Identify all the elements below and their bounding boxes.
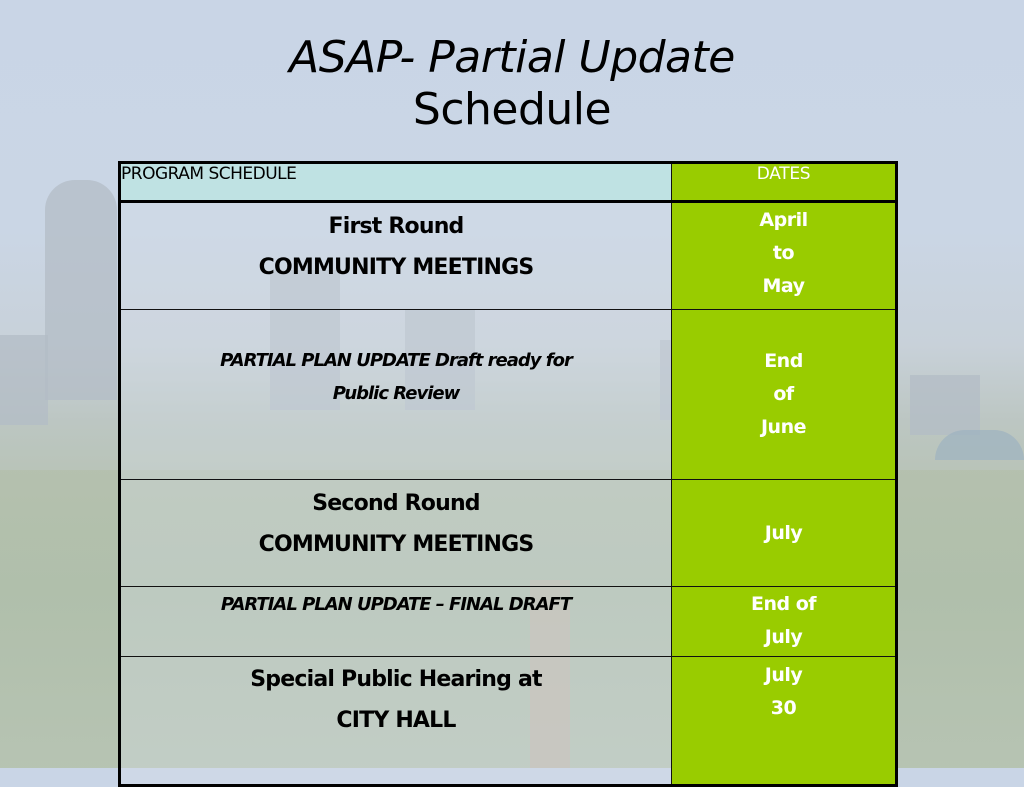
building-shape	[0, 335, 48, 425]
program-text: COMMUNITY MEETINGS	[258, 255, 534, 280]
date-text: May	[762, 275, 805, 297]
table-row	[120, 202, 897, 310]
date-cell	[672, 587, 897, 657]
tower-shape	[45, 180, 117, 400]
date-cell	[672, 202, 897, 310]
header-program-schedule: PROGRAM SCHEDULE	[120, 163, 672, 202]
date-text: July	[764, 626, 803, 648]
date-cell	[672, 310, 897, 480]
dome-shape	[935, 430, 1024, 460]
date-cell	[672, 657, 897, 786]
date-text: June	[760, 416, 806, 438]
building-shape	[910, 375, 980, 435]
date-text: of	[773, 383, 794, 405]
slide-title	[0, 32, 1024, 136]
schedule-table	[118, 161, 898, 787]
date-text: 30	[770, 697, 797, 719]
program-cell	[120, 480, 672, 587]
program-cell	[120, 587, 672, 657]
program-text: Second Round	[312, 491, 480, 516]
date-text: July	[764, 664, 803, 686]
program-cell	[120, 657, 672, 786]
program-text: PARTIAL PLAN UPDATE – FINAL DRAFT	[220, 594, 572, 615]
title-line-2: Schedule	[412, 84, 612, 135]
program-text: CITY HALL	[336, 708, 456, 733]
program-text: First Round	[328, 214, 464, 239]
program-text: Special Public Hearing at	[250, 667, 542, 692]
table-row	[120, 310, 897, 480]
date-text: July	[764, 521, 803, 544]
program-cell	[120, 202, 672, 310]
program-text: PARTIAL PLAN UPDATE Draft ready for	[220, 350, 572, 371]
date-text: April	[759, 209, 808, 231]
date-cell	[672, 480, 897, 587]
table-header-row	[120, 163, 897, 202]
program-cell	[120, 310, 672, 480]
program-text: Public Review	[332, 383, 460, 404]
table-row	[120, 480, 897, 587]
date-text: End	[764, 350, 803, 372]
table-row	[120, 657, 897, 786]
date-text: to	[772, 242, 795, 264]
date-text: End of	[750, 593, 817, 615]
program-text: COMMUNITY MEETINGS	[258, 532, 534, 557]
header-dates: DATES	[672, 163, 897, 202]
title-line-1: ASAP- Partial Update	[289, 32, 735, 83]
table-row	[120, 587, 897, 657]
